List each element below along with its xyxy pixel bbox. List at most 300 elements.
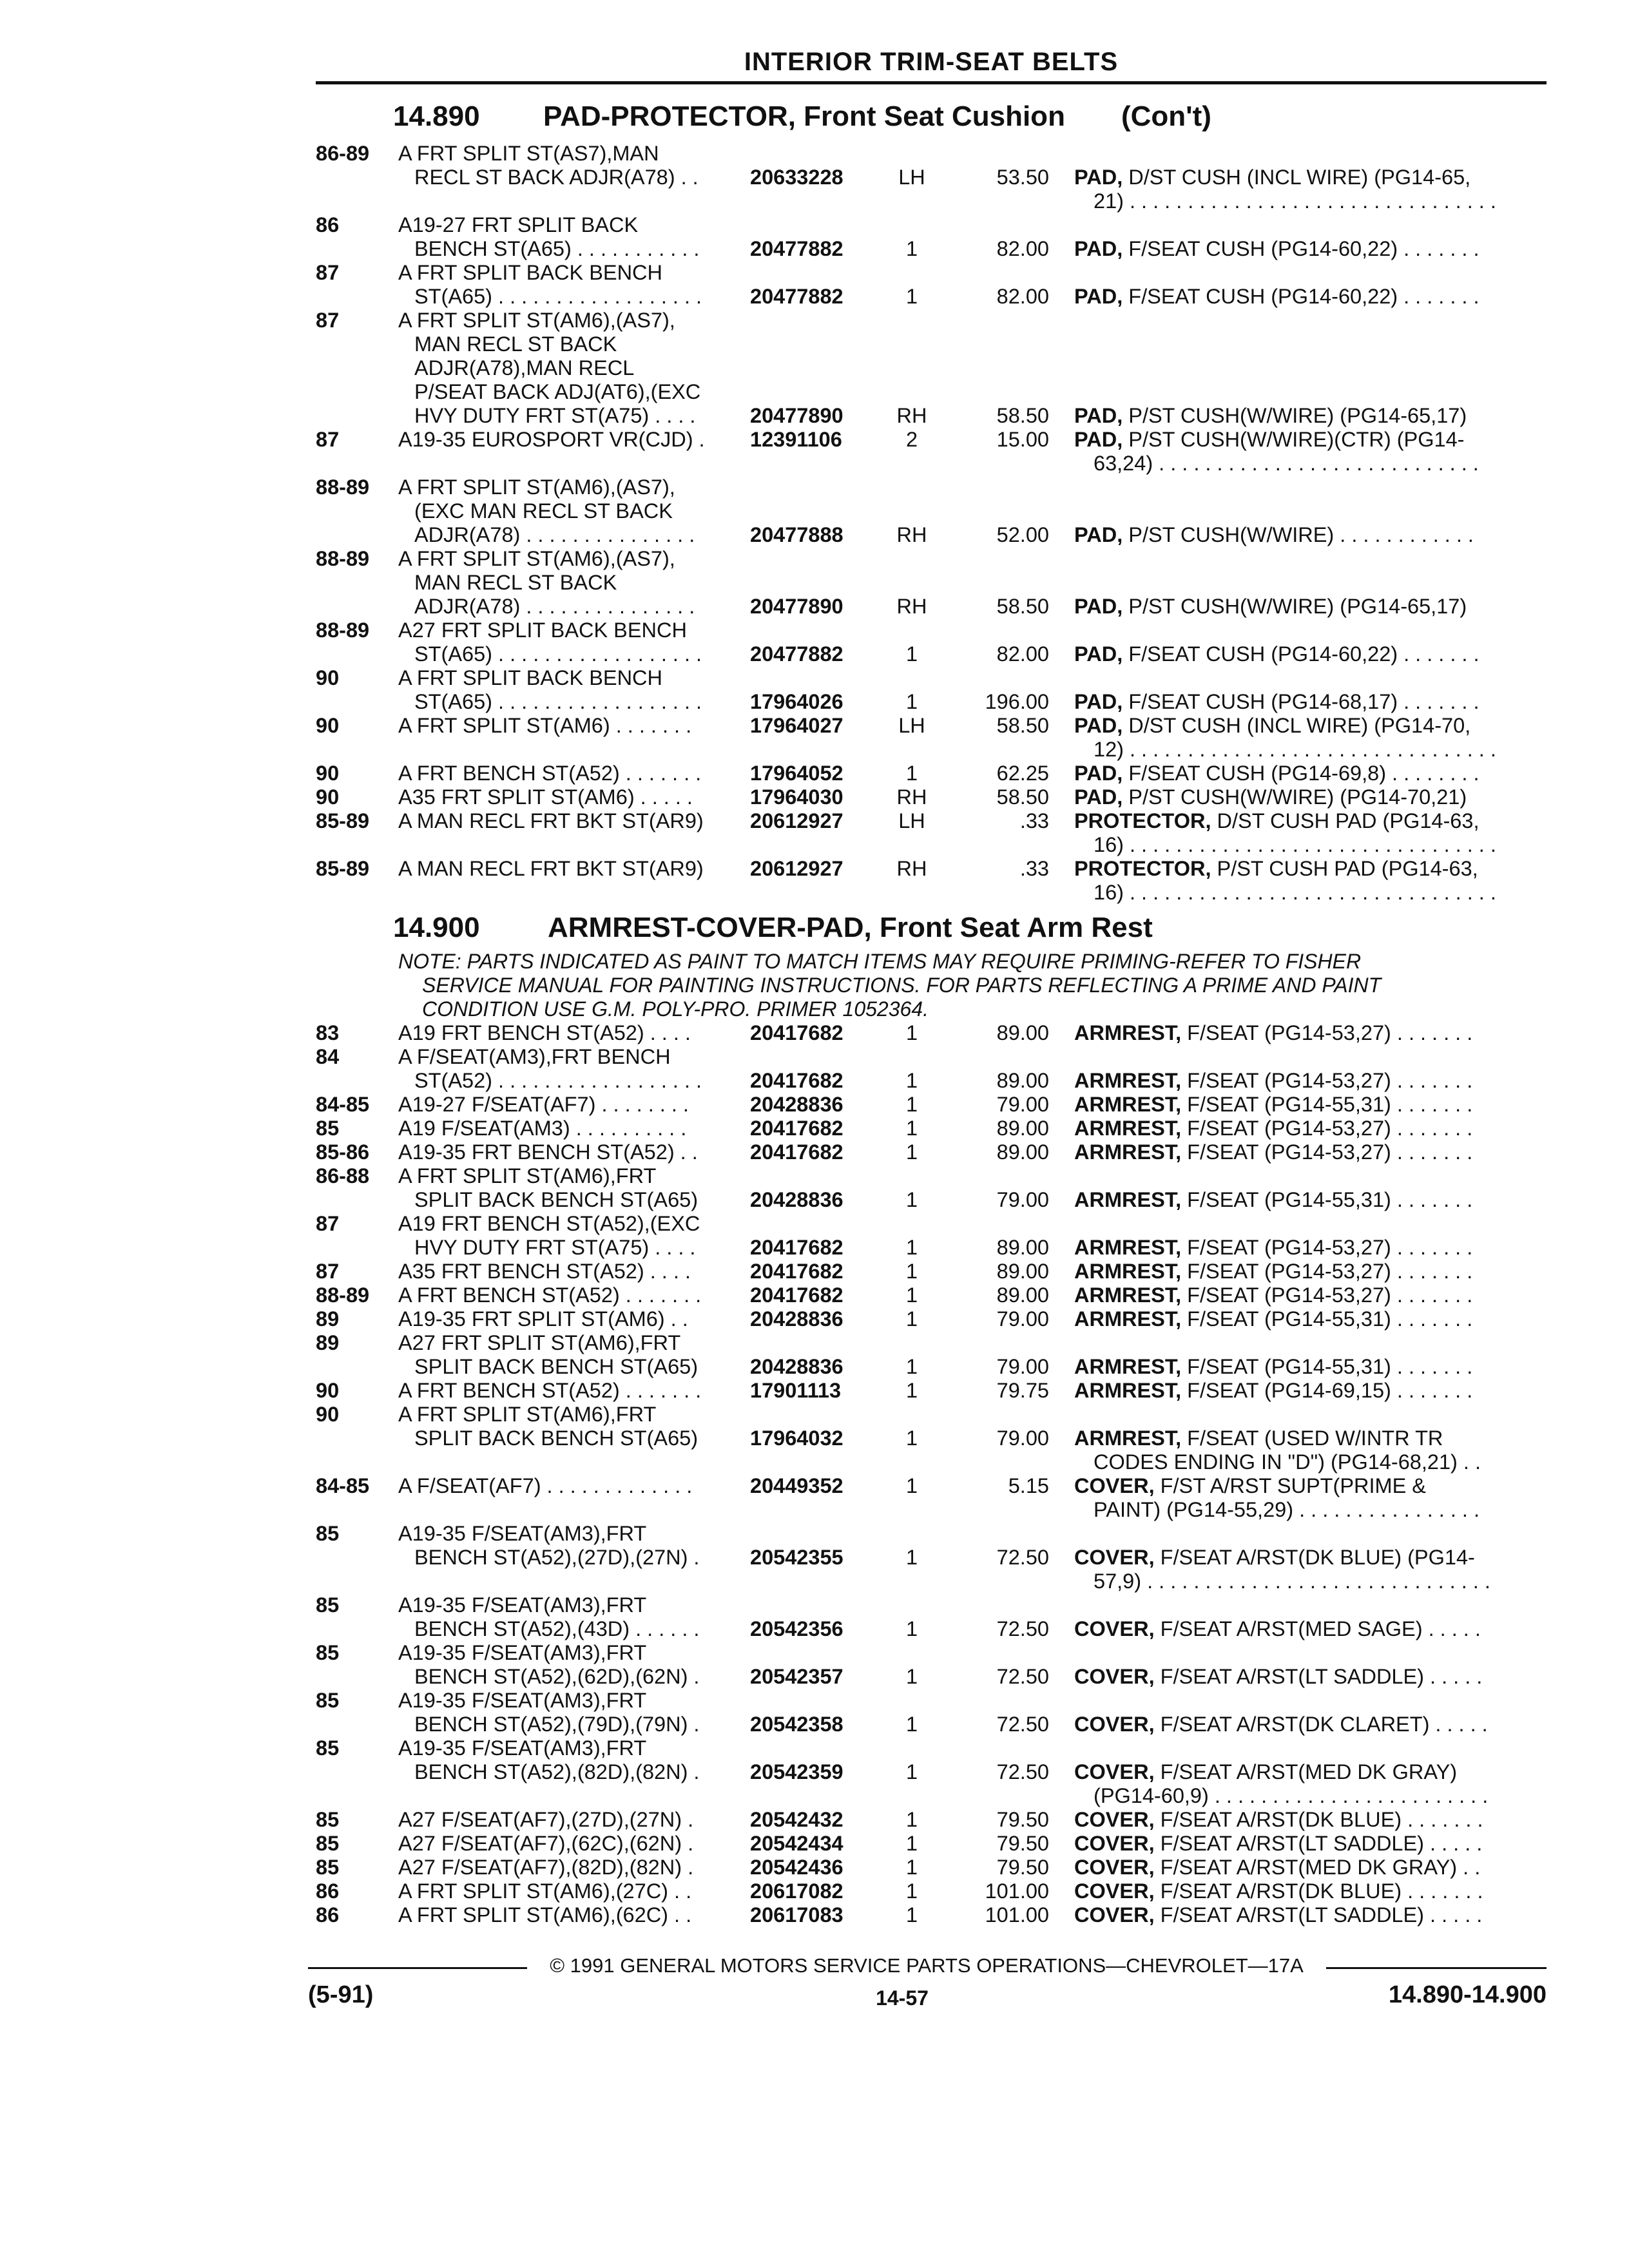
model-year: 85-89 [316, 809, 370, 832]
part-name-detail: F/SEAT A/RST(LT SADDLE) . . . . . [1154, 1665, 1483, 1688]
quantity: 1 [905, 1355, 918, 1378]
part-number: 20542432 [750, 1808, 843, 1831]
application-description: SPLIT BACK BENCH ST(A65) [414, 1427, 699, 1450]
quantity: LH [898, 809, 925, 832]
list-price: 79.50 [996, 1808, 1049, 1831]
model-year: 85-86 [316, 1140, 370, 1164]
part-name-detail: F/SEAT A/RST(DK BLUE) . . . . . . . [1154, 1879, 1483, 1903]
part-number: 17964026 [750, 690, 843, 713]
part-name [1074, 785, 1557, 809]
application-description: A19-35 FRT SPLIT ST(AM6) . . [398, 1307, 688, 1331]
list-price: 79.50 [996, 1832, 1049, 1855]
part-name-keyword: PAD, [1074, 404, 1123, 427]
quantity: 1 [905, 1903, 918, 1927]
application-description: A19-35 F/SEAT(AM3),FRT [398, 1593, 647, 1617]
part-number: 20417682 [750, 1069, 843, 1092]
part-name-keyword: PAD, [1074, 237, 1123, 260]
part-number: 17964032 [750, 1427, 843, 1450]
part-name [1074, 1283, 1557, 1307]
part-name-detail: P/ST CUSH(W/WIRE) (PG14-65,17) [1123, 595, 1467, 618]
part-name-keyword: ARMREST, [1074, 1140, 1182, 1164]
part-name-detail: D/ST CUSH (INCL WIRE) (PG14-70, [1123, 714, 1471, 737]
part-name-detail: F/SEAT A/RST(MED DK GRAY) [1154, 1760, 1458, 1783]
section-number: 14.900 [393, 912, 480, 943]
part-name-detail: F/SEAT A/RST(MED SAGE) . . . . . [1154, 1617, 1481, 1640]
running-header: INTERIOR TRIM-SEAT BELTS [744, 48, 1119, 76]
list-price: 72.50 [996, 1546, 1049, 1569]
application-description: A19-35 F/SEAT(AM3),FRT [398, 1736, 647, 1760]
part-name-keyword: COVER, [1074, 1808, 1155, 1831]
part-name-keyword: ARMREST, [1074, 1283, 1182, 1307]
part-name-detail: F/SEAT (USED W/INTR TR [1181, 1427, 1443, 1450]
quantity: 1 [905, 690, 918, 713]
part-number: 20612927 [750, 809, 843, 832]
list-price: 89.00 [996, 1236, 1049, 1259]
part-name-detail: F/SEAT A/RST(LT SADDLE) . . . . . [1154, 1903, 1483, 1927]
part-name [1094, 189, 1557, 213]
section-title: PAD-PROTECTOR, Front Seat Cushion [543, 101, 1065, 132]
application-description: A35 FRT BENCH ST(A52) . . . . [398, 1260, 691, 1283]
application-description: A FRT SPLIT ST(AM6) . . . . . . . [398, 714, 692, 737]
part-name-detail: 21) . . . . . . . . . . . . . . . . . . . . . . . . . . . . . . . . [1094, 189, 1496, 213]
list-price: 53.50 [996, 166, 1049, 189]
list-price: 58.50 [996, 714, 1049, 737]
part-number: 20477882 [750, 237, 843, 260]
part-name-keyword: COVER, [1074, 1665, 1155, 1688]
application-description: A27 F/SEAT(AF7),(82D),(82N) . [398, 1856, 694, 1879]
part-name-keyword: PAD, [1074, 595, 1123, 618]
part-name [1074, 428, 1557, 451]
footer-section-range: 14.890-14.900 [1388, 1981, 1547, 2008]
quantity: 1 [905, 1283, 918, 1307]
part-name-keyword: ARMREST, [1074, 1260, 1182, 1283]
part-name [1074, 1427, 1557, 1450]
part-name [1074, 1832, 1557, 1855]
quantity: RH [896, 857, 927, 880]
application-description: ADJR(A78),MAN RECL [414, 356, 635, 380]
application-description: BENCH ST(A52),(82D),(82N) . [414, 1760, 700, 1783]
section-heading-14-890 [393, 101, 1553, 137]
model-year: 89 [316, 1307, 340, 1331]
part-name-detail: F/SEAT (PG14-53,27) . . . . . . . [1181, 1283, 1473, 1307]
part-name-detail: D/ST CUSH PAD (PG14-63, [1211, 809, 1480, 832]
part-number: 12391106 [750, 428, 842, 451]
application-description: BENCH ST(A52),(79D),(79N) . [414, 1713, 700, 1736]
part-name-keyword: COVER, [1074, 1832, 1155, 1855]
part-name [1074, 1236, 1557, 1259]
application-description: SPLIT BACK BENCH ST(A65) [414, 1355, 699, 1378]
part-name-keyword: ARMREST, [1074, 1427, 1182, 1450]
model-year: 85-89 [316, 857, 370, 880]
part-name [1094, 1784, 1557, 1807]
application-description: A19-27 F/SEAT(AF7) . . . . . . . . [398, 1093, 689, 1116]
application-description: A19-35 EUROSPORT VR(CJD) . [398, 428, 705, 451]
quantity: 1 [905, 1617, 918, 1640]
part-number: 20542358 [750, 1713, 843, 1736]
application-description: A19-35 FRT BENCH ST(A52) . . [398, 1140, 698, 1164]
application-description: (EXC MAN RECL ST BACK [414, 499, 673, 523]
model-year: 86 [316, 1903, 340, 1927]
quantity: RH [896, 523, 927, 546]
application-description: A27 F/SEAT(AF7),(27D),(27N) . [398, 1808, 694, 1831]
list-price: 89.00 [996, 1021, 1049, 1044]
footer-copyright: © 1991 GENERAL MOTORS SERVICE PARTS OPERATIONS—CHEVROLET—17A [550, 1954, 1304, 1977]
model-year: 90 [316, 666, 340, 689]
part-number: 17964030 [750, 785, 843, 809]
part-name-keyword: PAD, [1074, 642, 1123, 666]
quantity: 1 [905, 762, 918, 785]
application-description: A FRT SPLIT ST(AM6),(AS7), [398, 476, 675, 499]
quantity: 1 [905, 1260, 918, 1283]
part-name [1094, 881, 1557, 904]
quantity: 1 [905, 1236, 918, 1259]
part-name-keyword: ARMREST, [1074, 1069, 1182, 1092]
list-price: 62.25 [996, 762, 1049, 785]
application-description: A27 FRT SPLIT ST(AM6),FRT [398, 1331, 681, 1354]
part-number: 20542357 [750, 1665, 843, 1688]
application-description: ST(A65) . . . . . . . . . . . . . . . . . . [414, 285, 702, 308]
list-price: 58.50 [996, 404, 1049, 427]
list-price: 79.00 [996, 1188, 1049, 1211]
part-number: 17964027 [750, 714, 843, 737]
part-name [1074, 1307, 1557, 1331]
list-price: 79.75 [996, 1379, 1049, 1402]
list-price: 196.00 [985, 690, 1049, 713]
application-description: BENCH ST(A65) . . . . . . . . . . . [414, 237, 700, 260]
part-name [1074, 1379, 1557, 1402]
quantity: 1 [905, 237, 918, 260]
application-description: A FRT BENCH ST(A52) . . . . . . . [398, 762, 702, 785]
part-name [1074, 1856, 1557, 1879]
part-number: 20477882 [750, 285, 843, 308]
application-description: BENCH ST(A52),(43D) . . . . . . [414, 1617, 700, 1640]
part-name-detail: F/SEAT (PG14-55,31) . . . . . . . [1181, 1188, 1473, 1211]
part-name [1074, 1546, 1557, 1569]
part-name-detail: F/SEAT (PG14-53,27) . . . . . . . [1181, 1140, 1473, 1164]
application-description: A19-27 FRT SPLIT BACK [398, 213, 639, 236]
part-number: 20477888 [750, 523, 843, 546]
part-name-detail: F/SEAT (PG14-53,27) . . . . . . . [1181, 1117, 1473, 1140]
model-year: 87 [316, 428, 340, 451]
model-year: 90 [316, 785, 340, 809]
part-number: 20428836 [750, 1355, 843, 1378]
list-price: 82.00 [996, 285, 1049, 308]
part-name [1074, 762, 1557, 785]
part-name [1094, 1450, 1557, 1474]
part-name-keyword: PAD, [1074, 762, 1123, 785]
list-price: 89.00 [996, 1117, 1049, 1140]
application-description: A FRT SPLIT ST(AM6),FRT [398, 1164, 657, 1187]
model-year: 90 [316, 714, 340, 737]
part-number: 20633228 [750, 166, 843, 189]
part-name [1074, 690, 1557, 713]
part-name-detail: P/ST CUSH(W/WIRE) (PG14-70,21) [1123, 785, 1467, 809]
part-name-detail: P/ST CUSH(W/WIRE) (PG14-65,17) [1123, 404, 1467, 427]
part-number: 20477890 [750, 404, 843, 427]
part-name [1074, 642, 1557, 666]
part-name [1074, 1617, 1557, 1640]
application-description: ADJR(A78) . . . . . . . . . . . . . . . [414, 523, 695, 546]
part-name [1094, 833, 1557, 856]
part-name-detail: 16) . . . . . . . . . . . . . . . . . . . . . . . . . . . . . . . . [1094, 833, 1496, 856]
list-price: 79.00 [996, 1355, 1049, 1378]
quantity: 1 [905, 642, 918, 666]
quantity: 1 [905, 1021, 918, 1044]
model-year: 90 [316, 1403, 340, 1426]
quantity: 1 [905, 1140, 918, 1164]
part-number: 20542355 [750, 1546, 843, 1569]
list-price: 15.00 [996, 428, 1049, 451]
part-name-detail: P/ST CUSH PAD (PG14-63, [1211, 857, 1478, 880]
part-name [1074, 1474, 1557, 1497]
part-number: 20542434 [750, 1832, 843, 1855]
list-price: 5.15 [1008, 1474, 1049, 1497]
application-description: A19 F/SEAT(AM3) . . . . . . . . . . [398, 1117, 687, 1140]
part-name [1074, 523, 1557, 546]
part-number: 20617082 [750, 1879, 843, 1903]
part-name-detail: F/SEAT CUSH (PG14-69,8) . . . . . . . . [1123, 762, 1480, 785]
list-price: 82.00 [996, 237, 1049, 260]
part-name [1074, 1355, 1557, 1378]
part-name-detail: F/SEAT (PG14-53,27) . . . . . . . [1181, 1260, 1473, 1283]
part-number: 20477882 [750, 642, 843, 666]
quantity: 1 [905, 1665, 918, 1688]
model-year: 87 [316, 1260, 340, 1283]
part-name [1074, 1808, 1557, 1831]
part-name-detail: (PG14-60,9) . . . . . . . . . . . . . . . . . . . . . . . . [1094, 1784, 1489, 1807]
part-number: 20428836 [750, 1188, 843, 1211]
part-number: 20417682 [750, 1283, 843, 1307]
quantity: 1 [905, 1117, 918, 1140]
application-description: SPLIT BACK BENCH ST(A65) [414, 1188, 699, 1211]
application-description: BENCH ST(A52),(62D),(62N) . [414, 1665, 700, 1688]
application-description: HVY DUTY FRT ST(A75) . . . . [414, 1236, 696, 1259]
part-name-keyword: ARMREST, [1074, 1236, 1182, 1259]
part-name-detail: F/SEAT CUSH (PG14-60,22) . . . . . . . [1123, 237, 1480, 260]
model-year: 85 [316, 1689, 340, 1712]
part-name-detail: F/SEAT CUSH (PG14-68,17) . . . . . . . [1123, 690, 1480, 713]
list-price: 89.00 [996, 1140, 1049, 1164]
model-year: 83 [316, 1021, 340, 1044]
application-description: A FRT SPLIT ST(AM6),FRT [398, 1403, 657, 1426]
part-name-detail: F/SEAT A/RST(DK BLUE) (PG14- [1154, 1546, 1475, 1569]
quantity: 1 [905, 1188, 918, 1211]
part-number: 20428836 [750, 1093, 843, 1116]
application-description: A27 F/SEAT(AF7),(62C),(62N) . [398, 1832, 694, 1855]
footer-rule-right [1326, 1967, 1547, 1969]
quantity: 2 [905, 428, 918, 451]
application-description: A FRT BENCH ST(A52) . . . . . . . [398, 1283, 702, 1307]
section-note-line: CONDITION USE G.M. POLY-PRO. PRIMER 1052364. [422, 997, 929, 1021]
quantity: LH [898, 166, 925, 189]
application-description: A FRT SPLIT ST(AM6),(AS7), [398, 547, 675, 570]
quantity: 1 [905, 1546, 918, 1569]
list-price: 72.50 [996, 1713, 1049, 1736]
quantity: RH [896, 785, 927, 809]
part-name [1074, 1760, 1557, 1783]
part-name-detail: F/SEAT (PG14-53,27) . . . . . . . [1181, 1021, 1473, 1044]
footer-rule-left [308, 1967, 527, 1969]
application-description: A19-35 F/SEAT(AM3),FRT [398, 1689, 647, 1712]
part-name-keyword: ARMREST, [1074, 1188, 1182, 1211]
part-name-detail: CODES ENDING IN "D") (PG14-68,21) . . [1094, 1450, 1481, 1474]
application-description: ST(A65) . . . . . . . . . . . . . . . . . . [414, 690, 702, 713]
application-description: A F/SEAT(AF7) . . . . . . . . . . . . . [398, 1474, 693, 1497]
model-year: 85 [316, 1641, 340, 1664]
part-name [1094, 738, 1557, 761]
part-name [1074, 809, 1557, 832]
section-note-line: SERVICE MANUAL FOR PAINTING INSTRUCTIONS. FOR PARTS REFLECTING A PRIME AND PAINT [422, 974, 1382, 997]
quantity: 1 [905, 1856, 918, 1879]
quantity: 1 [905, 1093, 918, 1116]
list-price: 101.00 [985, 1903, 1049, 1927]
part-name-keyword: COVER, [1074, 1903, 1155, 1927]
part-name [1094, 452, 1557, 475]
application-description: A19-35 F/SEAT(AM3),FRT [398, 1641, 647, 1664]
section-number: 14.890 [393, 101, 480, 132]
quantity: 1 [905, 1379, 918, 1402]
part-name-keyword: COVER, [1074, 1879, 1155, 1903]
model-year: 89 [316, 1331, 340, 1354]
part-name-keyword: COVER, [1074, 1617, 1155, 1640]
part-name-detail: F/ST A/RST SUPT(PRIME & [1154, 1474, 1426, 1497]
part-name [1074, 404, 1557, 427]
model-year: 84-85 [316, 1474, 370, 1497]
part-name-detail: F/SEAT A/RST(MED DK GRAY) . . [1154, 1856, 1481, 1879]
application-description: MAN RECL ST BACK [414, 332, 617, 356]
quantity: RH [896, 595, 927, 618]
application-description: A FRT SPLIT ST(AM6),(27C) . . [398, 1879, 692, 1903]
model-year: 86-88 [316, 1164, 370, 1187]
application-description: A27 FRT SPLIT BACK BENCH [398, 619, 687, 642]
list-price: 72.50 [996, 1617, 1049, 1640]
model-year: 87 [316, 261, 340, 284]
part-name [1074, 1665, 1557, 1688]
application-description: A19 FRT BENCH ST(A52) . . . . [398, 1021, 691, 1044]
part-name-detail: F/SEAT (PG14-53,27) . . . . . . . [1181, 1069, 1473, 1092]
model-year: 88-89 [316, 547, 370, 570]
part-number: 20477890 [750, 595, 843, 618]
part-name-keyword: ARMREST, [1074, 1093, 1182, 1116]
part-name-detail: 57,9) . . . . . . . . . . . . . . . . . . . . . . . . . . . . . . [1094, 1570, 1490, 1593]
part-name [1074, 1069, 1557, 1092]
application-description: A19 FRT BENCH ST(A52),(EXC [398, 1212, 700, 1235]
part-name-keyword: PAD, [1074, 785, 1123, 809]
part-name-detail: P/ST CUSH(W/WIRE) . . . . . . . . . . . . [1123, 523, 1474, 546]
model-year: 85 [316, 1736, 340, 1760]
part-name-detail: F/SEAT A/RST(DK BLUE) . . . . . . . [1154, 1808, 1483, 1831]
part-name [1074, 1140, 1557, 1164]
part-number: 20449352 [750, 1474, 843, 1497]
model-year: 87 [316, 309, 340, 332]
application-description: A FRT BENCH ST(A52) . . . . . . . [398, 1379, 702, 1402]
part-number: 20542359 [750, 1760, 843, 1783]
part-name-detail: F/SEAT (PG14-69,15) . . . . . . . [1181, 1379, 1473, 1402]
quantity: 1 [905, 285, 918, 308]
part-name-detail: F/SEAT A/RST(LT SADDLE) . . . . . [1154, 1832, 1483, 1855]
part-name-keyword: ARMREST, [1074, 1307, 1182, 1331]
part-name-detail: D/ST CUSH (INCL WIRE) (PG14-65, [1123, 166, 1471, 189]
quantity: 1 [905, 1879, 918, 1903]
part-name-keyword: COVER, [1074, 1546, 1155, 1569]
part-number: 20417682 [750, 1140, 843, 1164]
application-description: A FRT SPLIT ST(AM6),(AS7), [398, 309, 675, 332]
part-name-detail: P/ST CUSH(W/WIRE)(CTR) (PG14- [1123, 428, 1465, 451]
part-name-detail: F/SEAT CUSH (PG14-60,22) . . . . . . . [1123, 642, 1480, 666]
part-name-detail: 16) . . . . . . . . . . . . . . . . . . . . . . . . . . . . . . . . [1094, 881, 1496, 904]
part-number: 20417682 [750, 1117, 843, 1140]
list-price: .33 [1019, 809, 1049, 832]
quantity: 1 [905, 1760, 918, 1783]
list-price: 79.00 [996, 1093, 1049, 1116]
part-name-keyword: ARMREST, [1074, 1021, 1182, 1044]
part-name [1074, 1188, 1557, 1211]
application-description: ST(A52) . . . . . . . . . . . . . . . . . . [414, 1069, 702, 1092]
quantity: 1 [905, 1427, 918, 1450]
part-name-detail: F/SEAT (PG14-55,31) . . . . . . . [1181, 1355, 1473, 1378]
model-year: 88-89 [316, 619, 370, 642]
part-name-keyword: COVER, [1074, 1856, 1155, 1879]
list-price: 72.50 [996, 1665, 1049, 1688]
part-name [1074, 285, 1557, 308]
application-description: A FRT SPLIT ST(AM6),(62C) . . [398, 1903, 692, 1927]
application-description: BENCH ST(A52),(27D),(27N) . [414, 1546, 700, 1569]
part-name [1074, 595, 1557, 618]
model-year: 90 [316, 762, 340, 785]
part-name-detail: 12) . . . . . . . . . . . . . . . . . . . . . . . . . . . . . . . . [1094, 738, 1496, 761]
list-price: 101.00 [985, 1879, 1049, 1903]
list-price: 79.00 [996, 1427, 1049, 1450]
quantity: 1 [905, 1307, 918, 1331]
part-name-detail: F/SEAT (PG14-53,27) . . . . . . . [1181, 1236, 1473, 1259]
part-name [1074, 1021, 1557, 1044]
part-name [1074, 1117, 1557, 1140]
quantity: 1 [905, 1832, 918, 1855]
application-description: A MAN RECL FRT BKT ST(AR9) [398, 809, 704, 832]
model-year: 85 [316, 1856, 340, 1879]
section-note-line: NOTE: PARTS INDICATED AS PAINT TO MATCH ITEMS MAY REQUIRE PRIMING-REFER TO FISHER [398, 950, 1362, 973]
part-name [1074, 1260, 1557, 1283]
footer-revision-date: (5-91) [308, 1981, 374, 2008]
part-name [1094, 1498, 1557, 1521]
quantity: RH [896, 404, 927, 427]
application-description: A FRT SPLIT ST(AS7),MAN [398, 142, 659, 165]
model-year: 85 [316, 1593, 340, 1617]
list-price: 89.00 [996, 1283, 1049, 1307]
part-number: 20417682 [750, 1236, 843, 1259]
list-price: 79.00 [996, 1307, 1049, 1331]
footer-page-number: 14-57 [876, 1986, 929, 2010]
model-year: 88-89 [316, 476, 370, 499]
part-name [1074, 714, 1557, 737]
part-number: 20617083 [750, 1903, 843, 1927]
part-number: 20417682 [750, 1021, 843, 1044]
list-price: 89.00 [996, 1260, 1049, 1283]
part-name [1094, 1570, 1557, 1593]
part-name-keyword: COVER, [1074, 1713, 1155, 1736]
part-name-keyword: COVER, [1074, 1760, 1155, 1783]
application-description: A35 FRT SPLIT ST(AM6) . . . . . [398, 785, 693, 809]
application-description: RECL ST BACK ADJR(A78) . . [414, 166, 699, 189]
model-year: 87 [316, 1212, 340, 1235]
part-name-detail: PAINT) (PG14-55,29) . . . . . . . . . . . . . . . . [1094, 1498, 1480, 1521]
part-name-keyword: PAD, [1074, 285, 1123, 308]
part-name-keyword: PROTECTOR, [1074, 857, 1211, 880]
part-number: 17901113 [750, 1379, 842, 1402]
quantity: 1 [905, 1808, 918, 1831]
part-number: 20417682 [750, 1260, 843, 1283]
part-name-keyword: PAD, [1074, 166, 1123, 189]
